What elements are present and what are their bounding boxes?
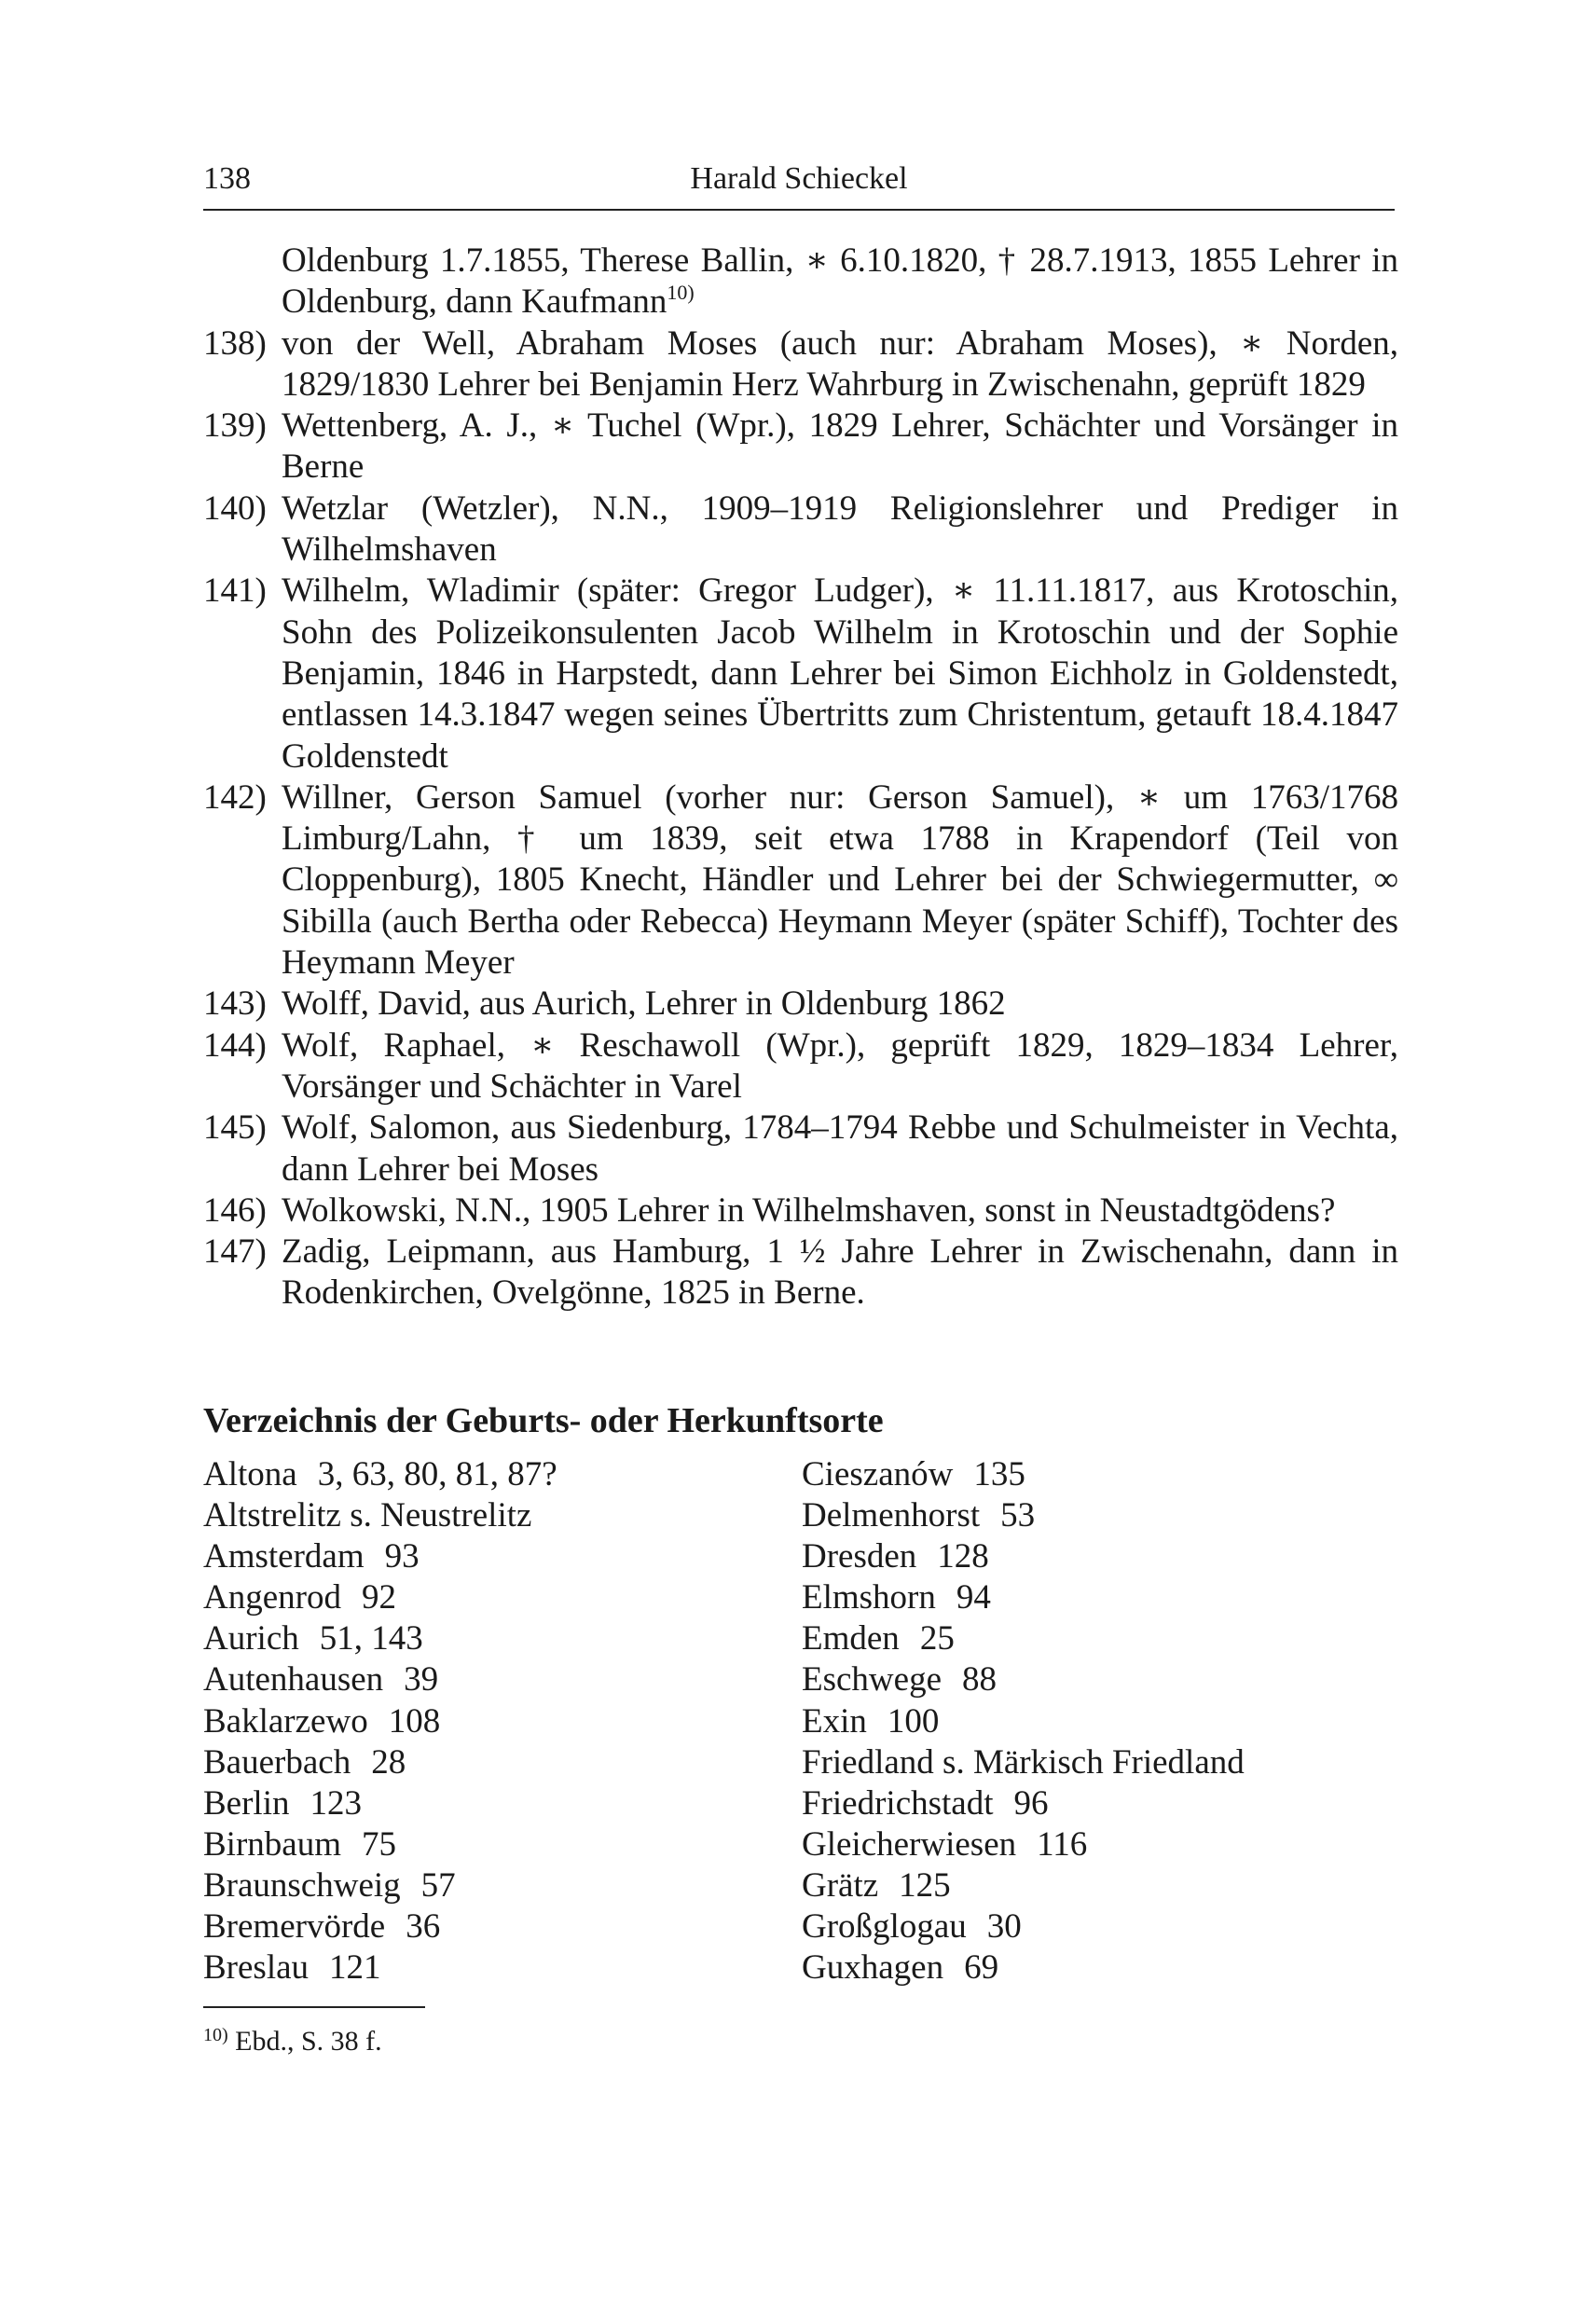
entry-text: Wettenberg, A. J., ∗ Tuchel (Wpr.), 1829 Lehrer, Schächter und Vorsänger in Berne — [282, 406, 1398, 487]
index-refs: 93 — [384, 1537, 420, 1576]
entry-text: Oldenburg 1.7.1855, Therese Ballin, ∗ 6.10.1820, † 28.7.1913, 1855 Lehrer in Oldenburg, dann Kaufmann — [282, 241, 1398, 322]
index-refs: 135 — [973, 1455, 1025, 1493]
entry-number: 138) — [203, 323, 267, 363]
index-refs: 75 — [361, 1824, 396, 1864]
index-entry — [203, 1865, 781, 1906]
index-entry — [203, 1783, 781, 1824]
entry-144 — [203, 1025, 1398, 1108]
entry-list — [203, 241, 1398, 1314]
index-refs: 88 — [962, 1660, 997, 1700]
entry-147 — [203, 1232, 1398, 1314]
index-heading: Verzeichnis der Geburts- oder Herkunftsorte — [203, 1401, 884, 1440]
footnote-reference: 10) — [667, 281, 695, 305]
index-left-column — [203, 1454, 781, 1989]
index-refs: 94 — [956, 1578, 991, 1617]
index-entry — [203, 1906, 781, 1947]
index-entry — [802, 1865, 1398, 1906]
entry-number: 146) — [203, 1190, 267, 1230]
index-place: Cieszanów — [802, 1455, 954, 1493]
index-entry — [802, 1783, 1398, 1824]
index-refs: 3, 63, 80, 81, 87? — [317, 1455, 557, 1493]
entry-142 — [203, 778, 1398, 984]
index-refs: 57 — [420, 1865, 456, 1905]
entry-146 — [203, 1190, 1398, 1232]
entry-141 — [203, 571, 1398, 777]
index-entry — [802, 1701, 1398, 1742]
entry-140 — [203, 489, 1398, 571]
index-refs: 100 — [887, 1701, 940, 1741]
index-place: Gleicherwiesen — [802, 1824, 1017, 1864]
entry-continuation — [203, 241, 1398, 323]
index-place: Berlin — [203, 1783, 290, 1823]
index-refs: 96 — [1013, 1783, 1049, 1823]
index-place: Bremervörde — [203, 1907, 386, 1947]
index-entry — [203, 1618, 781, 1659]
entry-text: von der Well, Abraham Moses (auch nur: Abraham Moses), ∗ Norden, 1829/1830 Lehrer bei Benjamin Herz Wahrburg in Zwischenahn, geprüft 1829 — [282, 323, 1398, 404]
index-entry — [203, 1454, 781, 1495]
index-refs: 51, 143 — [319, 1619, 423, 1658]
entry-number: 142) — [203, 778, 267, 817]
entry-text: Zadig, Leipmann, aus Hamburg, 1 ½ Jahre Lehrer in Zwischenahn, dann in Rodenkirchen, Ovelgönne, 1825 in Berne. — [282, 1232, 1398, 1313]
index-entry — [802, 1947, 1398, 1989]
footnote — [203, 2023, 382, 2060]
index-entry — [203, 1947, 781, 1989]
index-refs: 116 — [1037, 1824, 1088, 1864]
index-refs: 39 — [404, 1660, 439, 1700]
index-place: Friedland s. Märkisch Friedland — [802, 1742, 1245, 1782]
index-refs: 125 — [899, 1865, 951, 1905]
index-place: Elmshorn — [802, 1578, 936, 1617]
index-place: Breslau — [203, 1948, 310, 1988]
index-refs: 92 — [361, 1578, 396, 1617]
index-entry — [802, 1454, 1398, 1495]
header-rule — [203, 209, 1395, 211]
index-place: Exin — [802, 1701, 867, 1741]
index-place: Großglogau — [802, 1907, 967, 1947]
index-place: Delmenhorst — [802, 1496, 981, 1535]
index-entry — [802, 1659, 1398, 1700]
index-entry — [203, 1701, 781, 1742]
entry-text: Wolff, David, aus Aurich, Lehrer in Oldenburg 1862 — [282, 984, 1006, 1024]
entry-143 — [203, 984, 1398, 1025]
index-entry — [802, 1906, 1398, 1947]
index-place: Altstrelitz s. Neustrelitz — [203, 1496, 532, 1535]
index-refs: 28 — [371, 1742, 406, 1782]
entry-145 — [203, 1108, 1398, 1190]
index-place: Dresden — [802, 1537, 917, 1576]
index-place: Guxhagen — [802, 1948, 944, 1988]
index-refs: 69 — [964, 1948, 999, 1988]
index-entry — [802, 1577, 1398, 1618]
footnote-rule — [203, 2006, 425, 2008]
index-refs: 30 — [986, 1907, 1022, 1947]
index-refs: 121 — [329, 1948, 381, 1988]
entry-number: 145) — [203, 1108, 267, 1148]
index-entry — [203, 1577, 781, 1618]
entry-number: 143) — [203, 984, 267, 1024]
index-place: Eschwege — [802, 1660, 942, 1700]
index-entry — [203, 1659, 781, 1700]
entry-text: Wilhelm, Wladimir (später: Gregor Ludger), ∗ 11.11.1817, aus Krotoschin, Sohn des Polizeikonsulenten Jacob Wilhelm in Krotoschin und der Sophie Benjamin, 1846 in Harpstedt, dann Lehrer bei Simon Eichholz in Goldenstedt, entlassen 14.3.1847 wegen seines Übertritts zum Christentum, getauft 18.4.1847 Goldenstedt — [282, 571, 1398, 776]
index-place: Friedrichstadt — [802, 1783, 994, 1823]
entry-text: Wolf, Salomon, aus Siedenburg, 1784–1794 Rebbe und Schulmeister in Vechta, dann Lehrer bei Moses — [282, 1108, 1398, 1189]
index-entry — [802, 1495, 1398, 1536]
index-entry — [802, 1618, 1398, 1659]
index-entry — [203, 1742, 781, 1783]
entry-text: Wolf, Raphael, ∗ Reschawoll (Wpr.), geprüft 1829, 1829–1834 Lehrer, Vorsänger und Schächter in Varel — [282, 1025, 1398, 1106]
index-refs: 128 — [937, 1537, 989, 1576]
index-place: Baklarzewo — [203, 1701, 368, 1741]
index-entry — [802, 1742, 1398, 1783]
index-refs: 36 — [406, 1907, 441, 1947]
entry-number: 141) — [203, 571, 267, 611]
entry-139 — [203, 406, 1398, 489]
entry-text: Willner, Gerson Samuel (vorher nur: Gerson Samuel), ∗ um 1763/1768 Limburg/Lahn, † um 1839, seit etwa 1788 in Krapendorf (Teil von Cloppenburg), 1805 Knecht, Händler und Lehrer bei der Schwiegermutter, ∞ Sibilla (auch Bertha oder Rebecca) Heymann Meyer (später Schiff), Tochter des Heymann Meyer — [282, 778, 1398, 983]
entry-number: 147) — [203, 1232, 267, 1272]
footnote-text: Ebd., S. 38 f. — [235, 2026, 382, 2057]
index-place: Bauerbach — [203, 1742, 351, 1782]
index-place: Braunschweig — [203, 1865, 401, 1905]
index-place: Amsterdam — [203, 1537, 365, 1576]
index-entry — [203, 1824, 781, 1865]
index-place: Angenrod — [203, 1578, 341, 1617]
entry-number: 140) — [203, 489, 267, 528]
index-place: Birnbaum — [203, 1824, 341, 1864]
entry-number: 139) — [203, 406, 267, 446]
entry-138 — [203, 323, 1398, 406]
index-place: Emden — [802, 1619, 900, 1658]
index-place: Grätz — [802, 1865, 879, 1905]
index-refs: 108 — [388, 1701, 441, 1741]
index-entry — [203, 1536, 781, 1577]
index-entry — [802, 1824, 1398, 1865]
index-refs: 53 — [1000, 1496, 1036, 1535]
index-place: Aurich — [203, 1619, 299, 1658]
entry-number: 144) — [203, 1025, 267, 1065]
index-entry — [203, 1495, 781, 1536]
footnote-marker: 10) — [203, 2025, 228, 2045]
index-place: Altona — [203, 1455, 297, 1493]
index-right-column — [802, 1454, 1398, 1989]
entry-text: Wolkowski, N.N., 1905 Lehrer in Wilhelmshaven, sonst in Neustadtgödens? — [282, 1190, 1336, 1230]
index-refs: 123 — [310, 1783, 362, 1823]
index-entry — [802, 1536, 1398, 1577]
page-number: 138 — [203, 161, 251, 196]
running-header — [203, 157, 1395, 201]
entry-text: Wetzlar (Wetzler), N.N., 1909–1919 Religionslehrer und Prediger in Wilhelmshaven — [282, 489, 1398, 570]
index-place: Autenhausen — [203, 1660, 384, 1700]
index-refs: 25 — [919, 1619, 955, 1658]
running-title: Harald Schieckel — [690, 161, 908, 196]
